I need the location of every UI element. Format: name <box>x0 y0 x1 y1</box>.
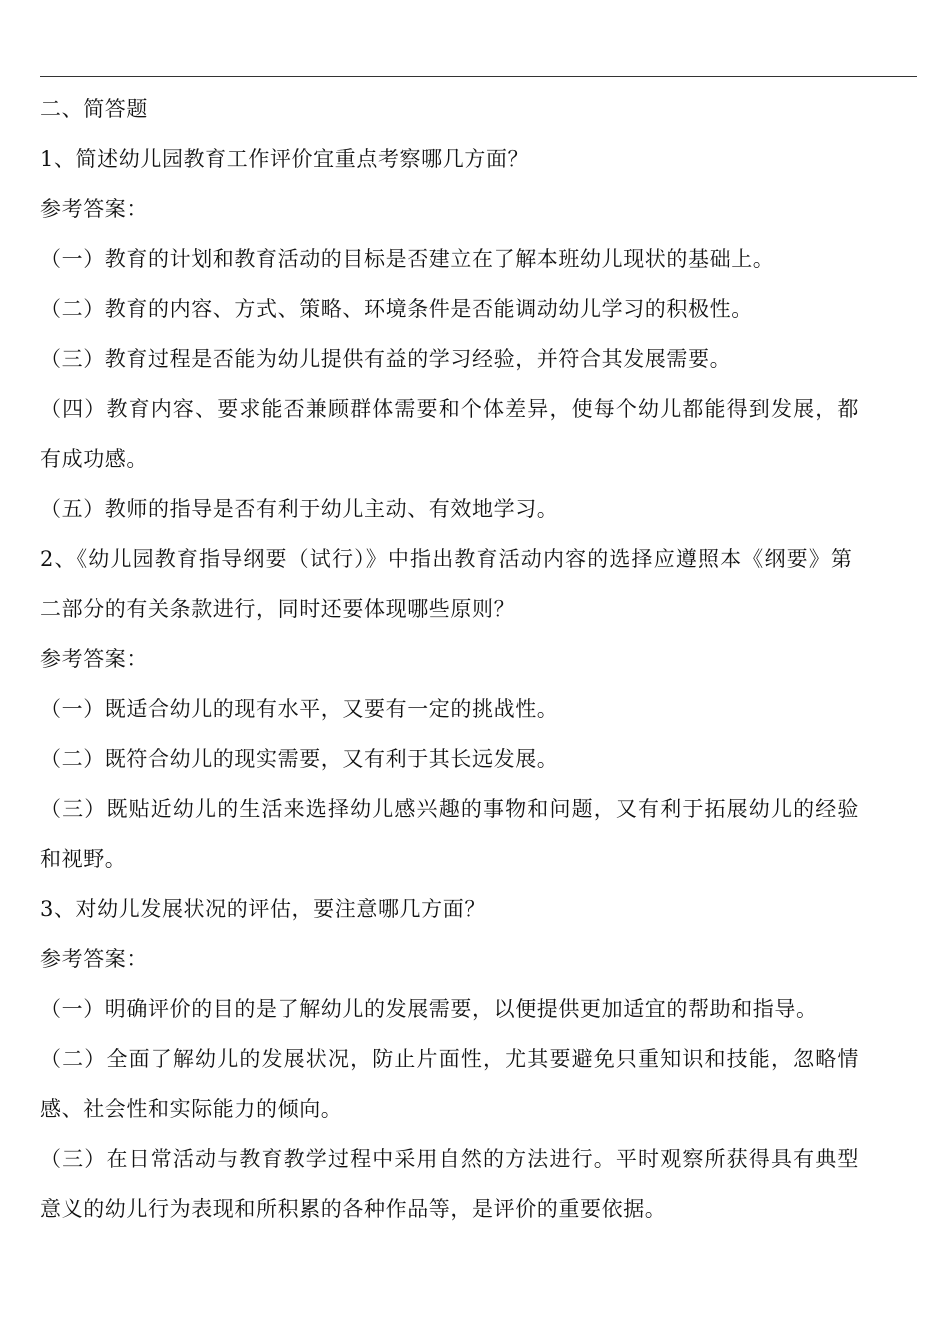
question-2-line-1: 2、《幼儿园教育指导纲要（试行）》中指出教育活动内容的选择应遵照本《纲要》第 <box>40 547 854 571</box>
answer-label-2: 参考答案： <box>40 647 148 671</box>
q1-answer-3: （三）教育过程是否能为幼儿提供有益的学习经验，并符合其发展需要。 <box>40 347 732 371</box>
q2-answer-3-line-1: （三）既贴近幼儿的生活来选择幼儿感兴趣的事物和问题，又有利于拓展幼儿的经验 <box>40 797 860 821</box>
document-body <box>40 84 910 1234</box>
q3-answer-2-line-2: 感、社会性和实际能力的倾向。 <box>40 1097 343 1121</box>
q3-answer-3-line-2: 意义的幼儿行为表现和所积累的各种作品等，是评价的重要依据。 <box>40 1197 667 1221</box>
q3-answer-1: （一）明确评价的目的是了解幼儿的发展需要，以便提供更加适宜的帮助和指导。 <box>40 997 818 1021</box>
q1-answer-4-line-1: （四）教育内容、要求能否兼顾群体需要和个体差异，使每个幼儿都能得到发展，都 <box>40 397 860 421</box>
header-rule <box>40 76 917 77</box>
section-title: 二、简答题 <box>40 97 148 121</box>
question-1: 1、简述幼儿园教育工作评价宜重点考察哪几方面？ <box>40 147 530 171</box>
answer-label-1: 参考答案： <box>40 197 148 221</box>
q1-answer-2: （二）教育的内容、方式、策略、环境条件是否能调动幼儿学习的积极性。 <box>40 297 753 321</box>
q2-answer-2: （二）既符合幼儿的现实需要，又有利于其长远发展。 <box>40 747 559 771</box>
q1-answer-1: （一）教育的计划和教育活动的目标是否建立在了解本班幼儿现状的基础上。 <box>40 247 775 271</box>
answer-label-3: 参考答案： <box>40 947 148 971</box>
q1-answer-4-line-2: 有成功感。 <box>40 447 148 471</box>
question-2-line-2: 二部分的有关条款进行，同时还要体现哪些原则？ <box>40 597 516 621</box>
q1-answer-5: （五）教师的指导是否有利于幼儿主动、有效地学习。 <box>40 497 559 521</box>
q2-answer-1: （一）既适合幼儿的现有水平，又要有一定的挑战性。 <box>40 697 559 721</box>
question-3: 3、对幼儿发展状况的评估，要注意哪几方面？ <box>40 897 486 921</box>
q3-answer-3-line-1: （三）在日常活动与教育教学过程中采用自然的方法进行。平时观察所获得具有典型 <box>40 1147 860 1171</box>
q3-answer-2-line-1: （二）全面了解幼儿的发展状况，防止片面性，尤其要避免只重知识和技能，忽略情 <box>40 1047 860 1071</box>
q2-answer-3-line-2: 和视野。 <box>40 847 127 871</box>
